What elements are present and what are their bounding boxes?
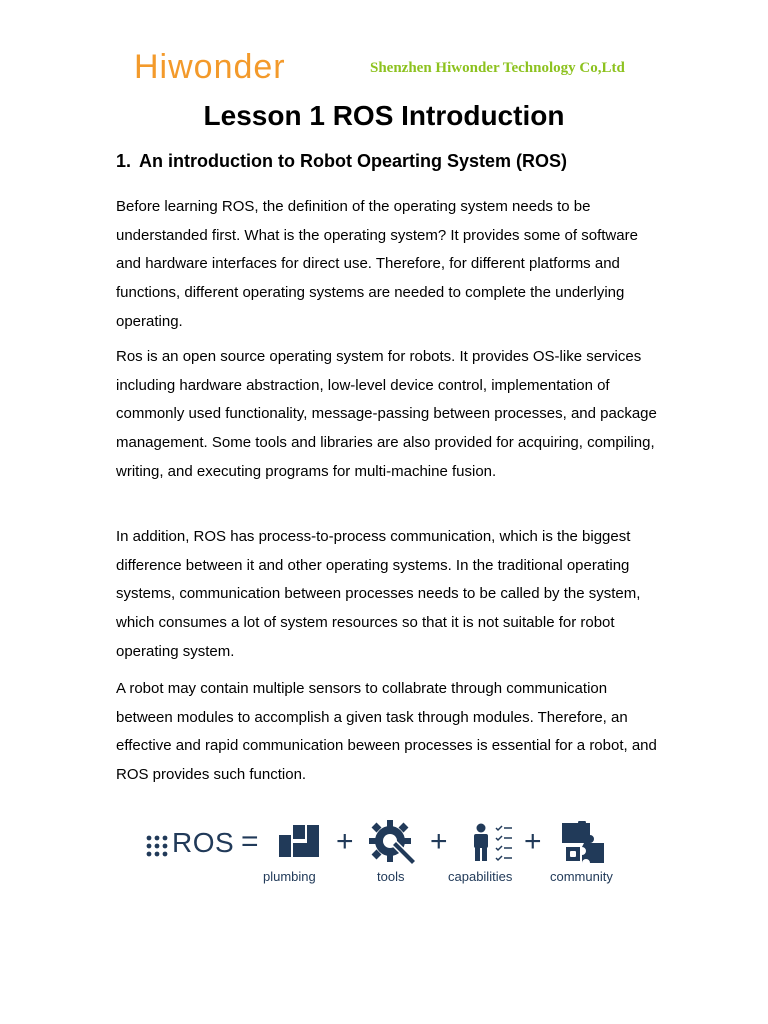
plus-sign-3: + xyxy=(524,825,542,858)
ros-dots-icon xyxy=(146,835,168,857)
plus-sign-1: + xyxy=(336,825,354,858)
ros-equation-graphic xyxy=(140,815,640,895)
page-header xyxy=(134,48,644,88)
capabilities-label: capabilities xyxy=(448,869,513,884)
ros-text: ROS xyxy=(172,827,235,858)
capabilities-people-checklist-icon xyxy=(470,823,514,863)
svg-text:Hiwonder: Hiwonder xyxy=(134,48,286,86)
company-name: Shenzhen Hiwonder Technology Co,Ltd xyxy=(370,60,625,76)
section-heading xyxy=(116,151,567,172)
paragraph-1: Before learning ROS, the definition of the operating system needs to be understanded first. What is the operating system? It provides some of software and hardware interfaces for direct use. Therefore, for different platforms and functions, different operating systems are needed to complete the underlying operating. xyxy=(116,198,638,330)
tools-label: tools xyxy=(377,869,405,884)
plumbing-label: plumbing xyxy=(263,869,316,884)
lesson-title: Lesson 1 ROS Introduction xyxy=(203,100,565,131)
tools-gear-wrench-icon xyxy=(368,819,418,869)
section-number: 1. xyxy=(116,151,132,171)
hiwonder-logo xyxy=(134,48,354,86)
paragraph-2: Ros is an open source operating system for robots. It provides OS-like services including hardware abstraction, low-level device control, implementation of commonly used functionality, message-passing between processes, and package management. Some tools and libraries are also provided for acquiring, compiling, writing, and executing programs for multi-machine fusion. xyxy=(116,348,657,480)
paragraph-3: In addition, ROS has process-to-process communication, which is the biggest difference between it and other operating systems. In the traditional operating systems, communication between processes needs to be called by the system, which consumes a lot of system resources so that it is not suitable for robot operating system. xyxy=(116,528,641,660)
paragraph-4: A robot may contain multiple sensors to collabrate through communication between modules to accomplish a given task through modules. Therefore, an effective and rapid communication beween processes is essential for a robot, and ROS provides such function. xyxy=(116,680,657,784)
plus-sign-2: + xyxy=(430,825,448,858)
community-puzzle-icon xyxy=(560,821,606,865)
equals-sign: = xyxy=(241,825,259,858)
section-title: An introduction to Robot Opearting System (ROS) xyxy=(139,151,567,171)
plumbing-icon xyxy=(277,823,321,863)
community-label: community xyxy=(550,869,613,884)
